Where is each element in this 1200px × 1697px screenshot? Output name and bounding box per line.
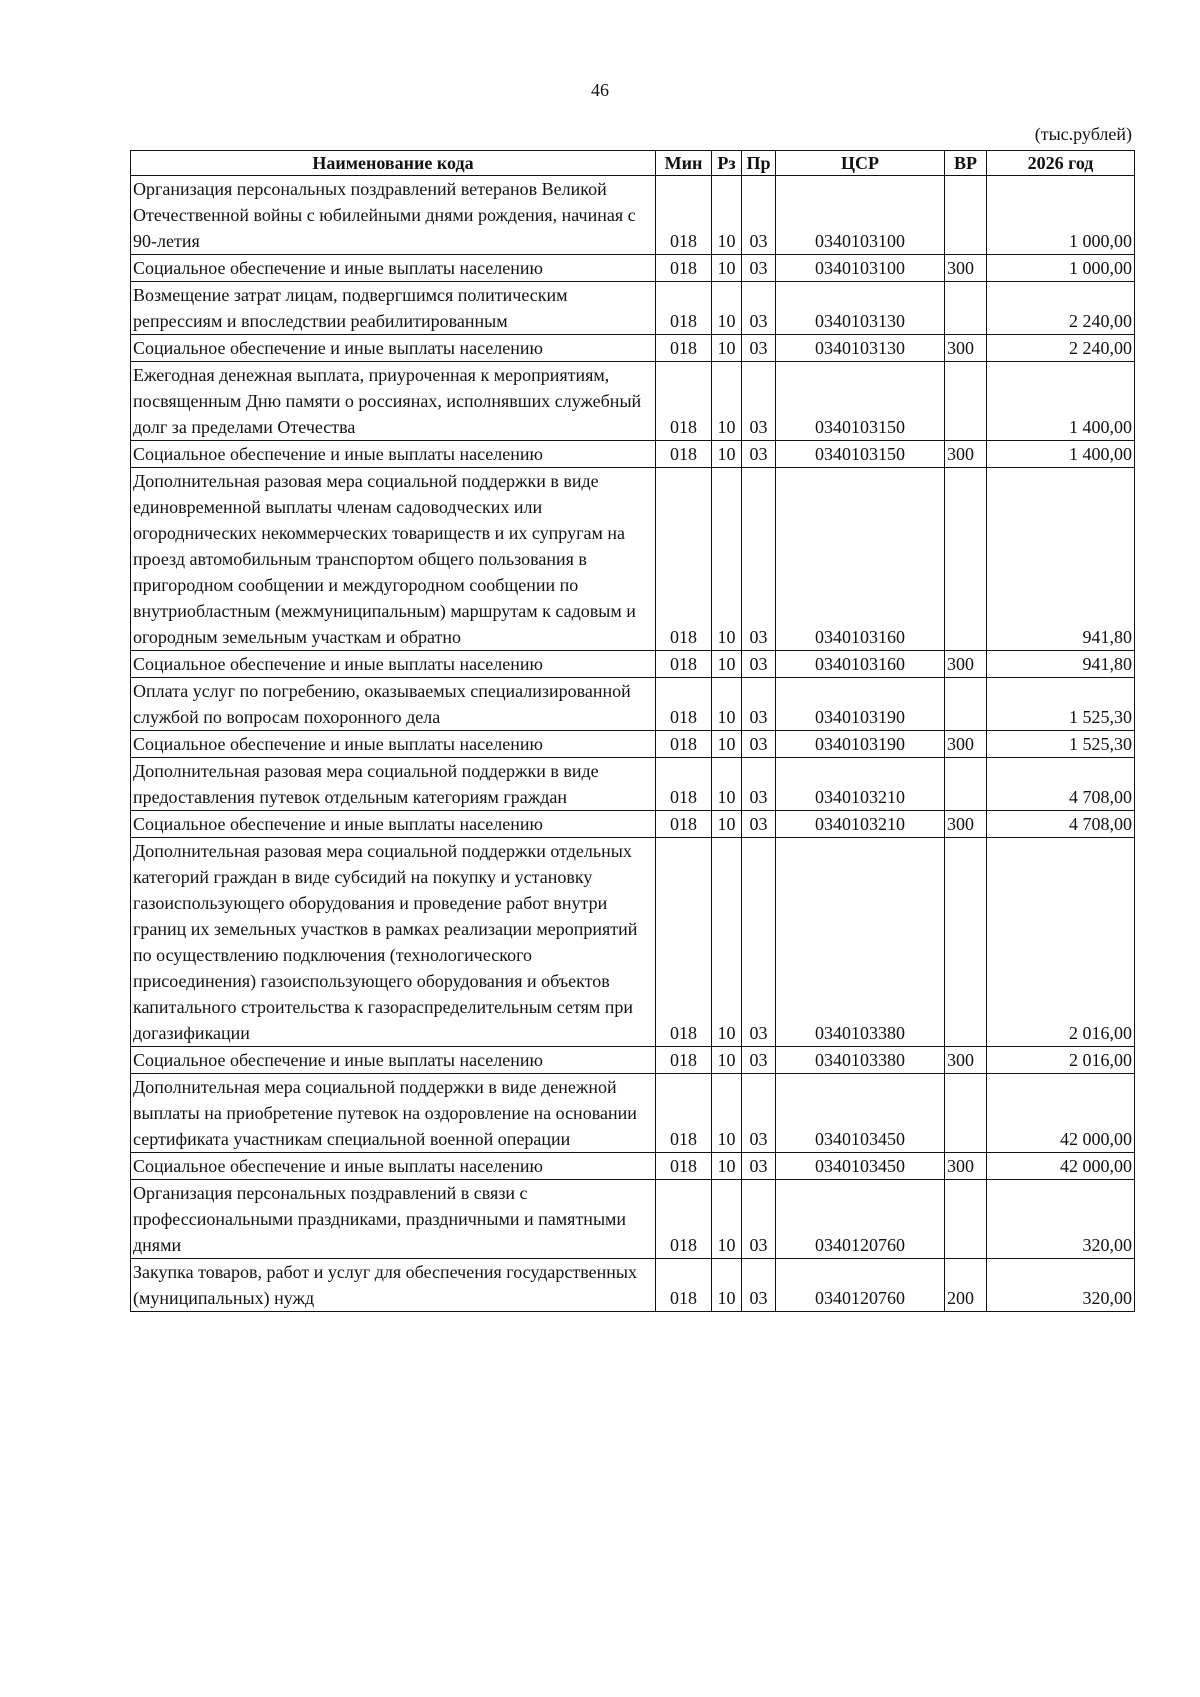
- table-body: [131, 176, 1135, 1312]
- row-amount: 2 016,00: [987, 838, 1135, 1047]
- row-csr: 0340103160: [776, 468, 945, 651]
- row-name: Социальное обеспечение и иные выплаты населению: [131, 731, 656, 758]
- table-row: [131, 1074, 1135, 1153]
- row-rz: 10: [712, 1259, 742, 1312]
- row-csr: 0340103130: [776, 335, 945, 362]
- units-label: (тыс.рублей): [1034, 124, 1132, 144]
- table-row: [131, 282, 1135, 335]
- row-pr: 03: [742, 255, 776, 282]
- row-vr: 300: [945, 811, 987, 838]
- table-row: [131, 838, 1135, 1047]
- row-csr: 0340103380: [776, 838, 945, 1047]
- header-rz: Рз: [712, 151, 742, 176]
- row-vr: 300: [945, 1153, 987, 1180]
- row-vr: 300: [945, 255, 987, 282]
- row-min: 018: [656, 362, 712, 441]
- page-number: 46: [591, 80, 609, 100]
- table-row: [131, 811, 1135, 838]
- row-min: 018: [656, 758, 712, 811]
- row-pr: 03: [742, 651, 776, 678]
- row-amount: 1 000,00: [987, 176, 1135, 255]
- header-name: Наименование кода: [131, 151, 656, 176]
- row-amount: 320,00: [987, 1180, 1135, 1259]
- row-vr: [945, 838, 987, 1047]
- row-name: Оплата услуг по погребению, оказываемых специализированной службой по вопросам похоронного дела: [131, 678, 656, 731]
- row-csr: 0340103150: [776, 362, 945, 441]
- row-csr: 0340103130: [776, 282, 945, 335]
- header-vr: ВР: [945, 151, 987, 176]
- row-pr: 03: [742, 811, 776, 838]
- row-pr: 03: [742, 758, 776, 811]
- row-pr: 03: [742, 282, 776, 335]
- row-vr: [945, 678, 987, 731]
- row-csr: 0340103380: [776, 1047, 945, 1074]
- row-min: 018: [656, 838, 712, 1047]
- row-csr: 0340103190: [776, 731, 945, 758]
- row-amount: 42 000,00: [987, 1153, 1135, 1180]
- row-rz: 10: [712, 838, 742, 1047]
- row-rz: 10: [712, 282, 742, 335]
- row-vr: [945, 1180, 987, 1259]
- row-min: 018: [656, 678, 712, 731]
- row-csr: 0340103150: [776, 441, 945, 468]
- budget-table: [130, 150, 1135, 1312]
- row-amount: 2 240,00: [987, 335, 1135, 362]
- row-amount: 1 525,30: [987, 678, 1135, 731]
- row-vr: [945, 758, 987, 811]
- row-pr: 03: [742, 1074, 776, 1153]
- row-pr: 03: [742, 441, 776, 468]
- row-vr: 300: [945, 335, 987, 362]
- row-name: Социальное обеспечение и иные выплаты населению: [131, 1047, 656, 1074]
- row-rz: 10: [712, 731, 742, 758]
- row-vr: 300: [945, 731, 987, 758]
- row-min: 018: [656, 468, 712, 651]
- row-pr: 03: [742, 468, 776, 651]
- row-name: Социальное обеспечение и иные выплаты населению: [131, 651, 656, 678]
- table-row: [131, 255, 1135, 282]
- row-amount: 941,80: [987, 468, 1135, 651]
- table-row: [131, 678, 1135, 731]
- row-amount: 1 525,30: [987, 731, 1135, 758]
- row-csr: 0340103210: [776, 758, 945, 811]
- row-csr: 0340120760: [776, 1259, 945, 1312]
- row-vr: [945, 176, 987, 255]
- row-rz: 10: [712, 1153, 742, 1180]
- row-name: Дополнительная мера социальной поддержки в виде денежной выплаты на приобретение путевок на оздоровление на основании сертификата участникам специальной военной операции: [131, 1074, 656, 1153]
- row-pr: 03: [742, 176, 776, 255]
- row-pr: 03: [742, 362, 776, 441]
- row-min: 018: [656, 1180, 712, 1259]
- table-row: [131, 1180, 1135, 1259]
- table-row: [131, 651, 1135, 678]
- table-row: [131, 1259, 1135, 1312]
- row-csr: 0340103160: [776, 651, 945, 678]
- row-vr: [945, 282, 987, 335]
- row-name: Социальное обеспечение и иные выплаты населению: [131, 255, 656, 282]
- row-rz: 10: [712, 255, 742, 282]
- row-rz: 10: [712, 176, 742, 255]
- row-rz: 10: [712, 811, 742, 838]
- table-row: [131, 468, 1135, 651]
- row-min: 018: [656, 811, 712, 838]
- header-year: 2026 год: [987, 151, 1135, 176]
- row-rz: 10: [712, 651, 742, 678]
- row-vr: 300: [945, 651, 987, 678]
- row-name: Социальное обеспечение и иные выплаты населению: [131, 811, 656, 838]
- row-vr: [945, 1074, 987, 1153]
- row-amount: 1 400,00: [987, 362, 1135, 441]
- row-vr: 300: [945, 1047, 987, 1074]
- row-vr: [945, 468, 987, 651]
- row-name: Возмещение затрат лицам, подвергшимся политическим репрессиям и впоследствии реабилитированным: [131, 282, 656, 335]
- row-name: Социальное обеспечение и иные выплаты населению: [131, 335, 656, 362]
- row-pr: 03: [742, 1153, 776, 1180]
- row-name: Закупка товаров, работ и услуг для обеспечения государственных (муниципальных) нужд: [131, 1259, 656, 1312]
- row-amount: 941,80: [987, 651, 1135, 678]
- row-min: 018: [656, 1259, 712, 1312]
- table-row: [131, 1153, 1135, 1180]
- row-pr: 03: [742, 1259, 776, 1312]
- row-name: Социальное обеспечение и иные выплаты населению: [131, 441, 656, 468]
- row-min: 018: [656, 731, 712, 758]
- row-rz: 10: [712, 1047, 742, 1074]
- row-name: Дополнительная разовая мера социальной поддержки в виде предоставления путевок отдельным категориям граждан: [131, 758, 656, 811]
- row-min: 018: [656, 1074, 712, 1153]
- row-vr: [945, 362, 987, 441]
- row-pr: 03: [742, 731, 776, 758]
- row-min: 018: [656, 441, 712, 468]
- row-name: Организация персональных поздравлений в связи с профессиональными праздниками, праздничными и памятными днями: [131, 1180, 656, 1259]
- table-header-row: [131, 151, 1135, 176]
- row-csr: 0340103100: [776, 176, 945, 255]
- row-name: Организация персональных поздравлений ветеранов Великой Отечественной войны с юбилейными днями рождения, начиная с 90-летия: [131, 176, 656, 255]
- row-csr: 0340103450: [776, 1074, 945, 1153]
- row-amount: 2 240,00: [987, 282, 1135, 335]
- row-csr: 0340103100: [776, 255, 945, 282]
- row-rz: 10: [712, 1074, 742, 1153]
- table-row: [131, 362, 1135, 441]
- row-min: 018: [656, 651, 712, 678]
- row-pr: 03: [742, 1047, 776, 1074]
- row-min: 018: [656, 1047, 712, 1074]
- row-name: Дополнительная разовая мера социальной поддержки в виде единовременной выплаты членам садоводческих или огороднических некоммерческих товариществ и их супругам на проезд автомобильным транспортом общего пользования в пригородном сообщении и междугородном сообщении по внутриобластным (межмуниципальным) маршрутам к садовым и огородным земельным участкам и обратно: [131, 468, 656, 651]
- row-csr: 0340120760: [776, 1180, 945, 1259]
- row-amount: 320,00: [987, 1259, 1135, 1312]
- row-rz: 10: [712, 441, 742, 468]
- table-row: [131, 176, 1135, 255]
- header-csr: ЦСР: [776, 151, 945, 176]
- row-pr: 03: [742, 1180, 776, 1259]
- row-rz: 10: [712, 678, 742, 731]
- header-pr: Пр: [742, 151, 776, 176]
- header-min: Мин: [656, 151, 712, 176]
- table-row: [131, 731, 1135, 758]
- row-amount: 4 708,00: [987, 758, 1135, 811]
- row-pr: 03: [742, 678, 776, 731]
- row-amount: 2 016,00: [987, 1047, 1135, 1074]
- row-pr: 03: [742, 335, 776, 362]
- row-min: 018: [656, 176, 712, 255]
- row-csr: 0340103210: [776, 811, 945, 838]
- table-row: [131, 441, 1135, 468]
- row-amount: 42 000,00: [987, 1074, 1135, 1153]
- table-row: [131, 335, 1135, 362]
- row-vr: 300: [945, 441, 987, 468]
- row-rz: 10: [712, 362, 742, 441]
- row-rz: 10: [712, 468, 742, 651]
- row-min: 018: [656, 1153, 712, 1180]
- row-amount: 4 708,00: [987, 811, 1135, 838]
- row-csr: 0340103450: [776, 1153, 945, 1180]
- row-rz: 10: [712, 758, 742, 811]
- row-name: Дополнительная разовая мера социальной поддержки отдельных категорий граждан в виде субсидий на покупку и установку газоиспользующего оборудования и проведение работ внутри границ их земельных участков в рамках реализации мероприятий по осуществлению подключения (технологического присоединения) газоиспользующего оборудования и объектов капитального строительства к газораспределительным сетям при догазификации: [131, 838, 656, 1047]
- row-rz: 10: [712, 335, 742, 362]
- row-csr: 0340103190: [776, 678, 945, 731]
- row-name: Ежегодная денежная выплата, приуроченная к мероприятиям, посвященным Дню памяти о россиянах, исполнявших служебный долг за пределами Отечества: [131, 362, 656, 441]
- row-amount: 1 000,00: [987, 255, 1135, 282]
- row-name: Социальное обеспечение и иные выплаты населению: [131, 1153, 656, 1180]
- row-min: 018: [656, 282, 712, 335]
- row-min: 018: [656, 335, 712, 362]
- table-row: [131, 758, 1135, 811]
- row-pr: 03: [742, 838, 776, 1047]
- table-row: [131, 1047, 1135, 1074]
- row-min: 018: [656, 255, 712, 282]
- row-vr: 200: [945, 1259, 987, 1312]
- row-amount: 1 400,00: [987, 441, 1135, 468]
- row-rz: 10: [712, 1180, 742, 1259]
